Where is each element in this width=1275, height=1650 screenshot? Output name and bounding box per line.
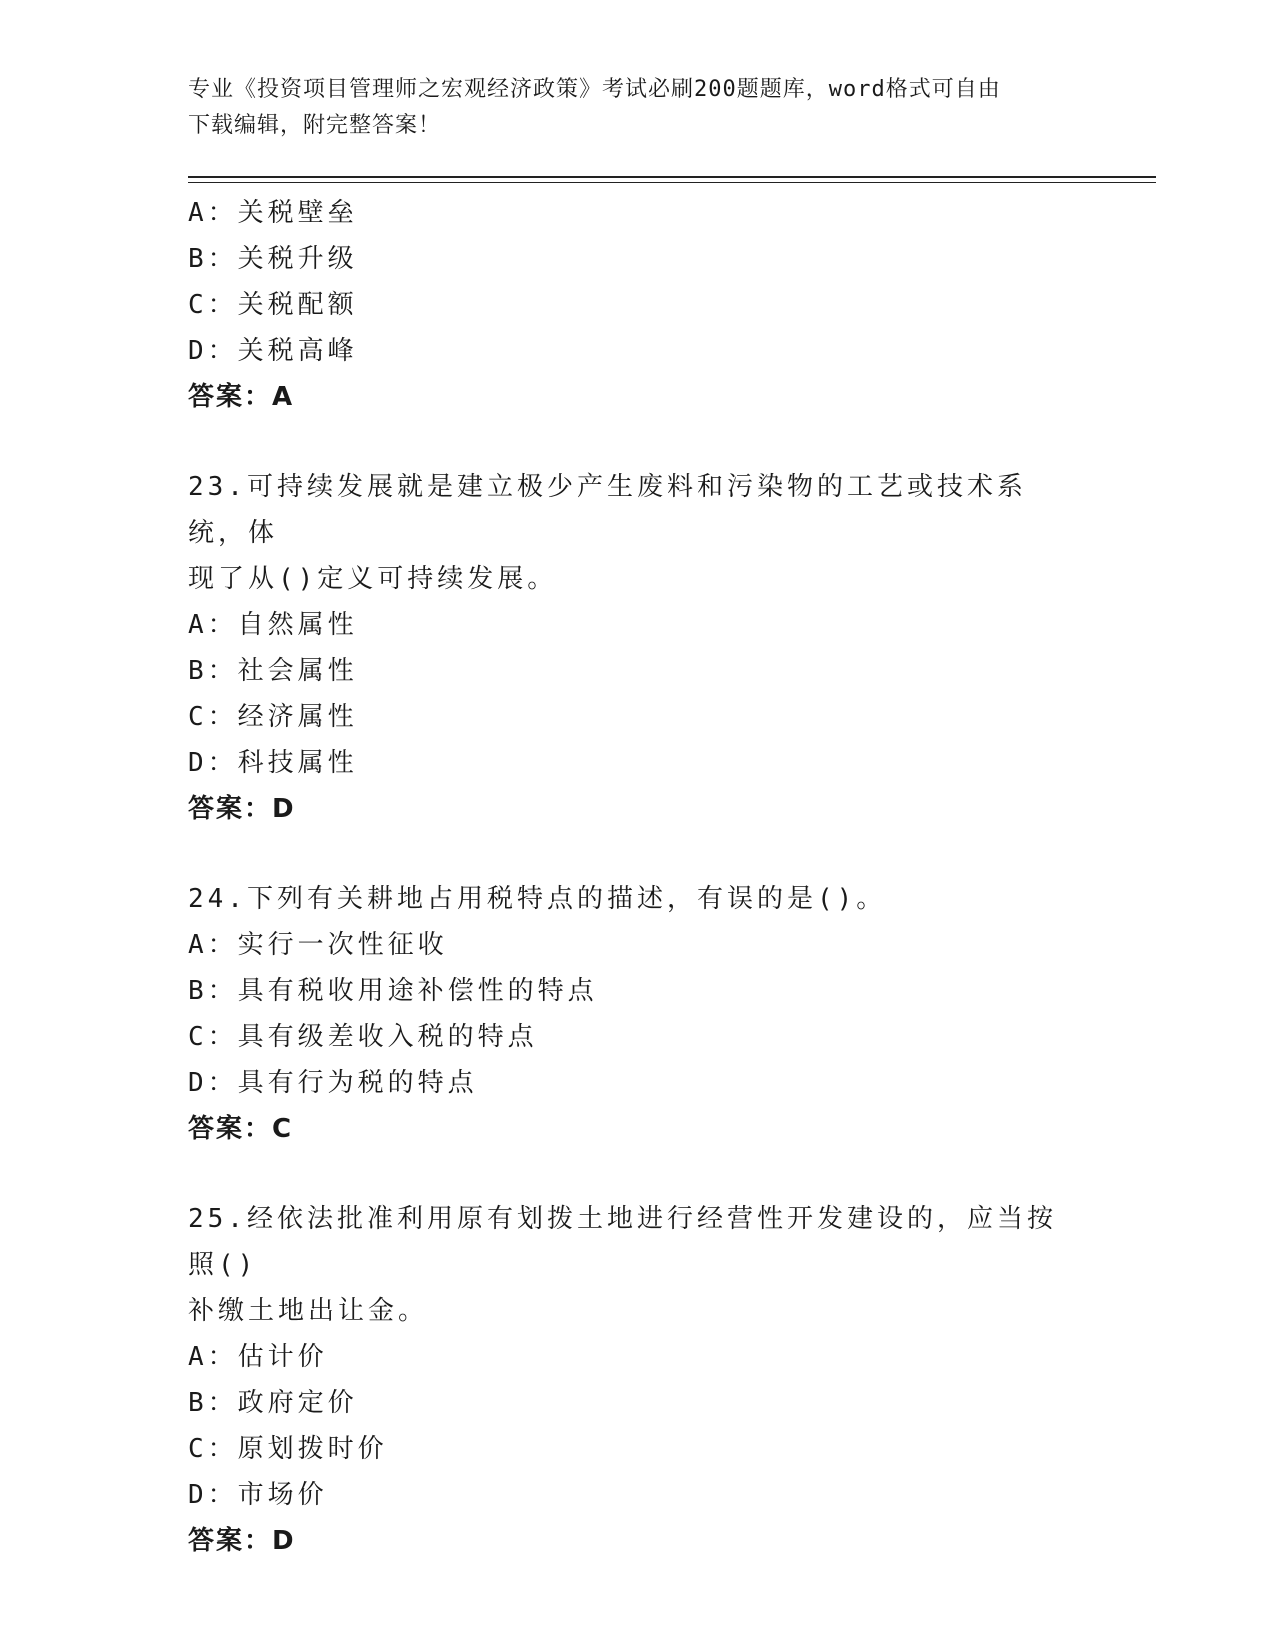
question-list (188, 190, 1088, 1564)
header-line-2: 下载编辑，附完整答案！ (188, 113, 442, 138)
option-a: A：自然属性 (188, 610, 358, 640)
option-d: D：市场价 (188, 1480, 328, 1510)
question-stem-line-2: 补缴土地出让金。 (188, 1296, 429, 1326)
option-b: B：社会属性 (188, 656, 358, 686)
option-b: B：具有税收用途补偿性的特点 (188, 976, 598, 1006)
option-a: A：关税壁垒 (188, 198, 358, 228)
header-rule-thick (188, 176, 1156, 178)
question-stem-line-2: 现了从()定义可持续发展。 (188, 564, 558, 594)
question-24 (188, 876, 1088, 1152)
option-d: D：关税高峰 (188, 336, 358, 366)
answer-line: 答案：A (188, 382, 295, 412)
question-stem-line-1: 23.可持续发展就是建立极少产生废料和污染物的工艺或技术系统，体 (188, 472, 1027, 548)
answer-line: 答案：D (188, 1526, 296, 1556)
option-c: C：原划拨时价 (188, 1434, 388, 1464)
option-b: B：关税升级 (188, 244, 358, 274)
header-rule-thin (188, 182, 1156, 183)
question-stem-line-1: 24.下列有关耕地占用税特点的描述，有误的是()。 (188, 884, 887, 914)
option-c: C：关税配额 (188, 290, 358, 320)
option-d: D：科技属性 (188, 748, 358, 778)
question-stem-line-1: 25.经依法批准利用原有划拨土地进行经营性开发建设的，应当按照() (188, 1204, 1057, 1280)
question-25 (188, 1196, 1088, 1564)
option-b: B：政府定价 (188, 1388, 358, 1418)
question-23 (188, 464, 1088, 832)
answer-line: 答案：D (188, 794, 296, 824)
option-d: D：具有行为税的特点 (188, 1068, 478, 1098)
document-header (188, 72, 1088, 144)
header-line-1: 专业《投资项目管理师之宏观经济政策》考试必刷200题题库，word格式可自由 (188, 77, 1001, 102)
question-22 (188, 190, 1088, 420)
answer-line: 答案：C (188, 1114, 294, 1144)
option-a: A：实行一次性征收 (188, 930, 448, 960)
option-a: A：估计价 (188, 1342, 328, 1372)
option-c: C：经济属性 (188, 702, 358, 732)
option-c: C：具有级差收入税的特点 (188, 1022, 538, 1052)
